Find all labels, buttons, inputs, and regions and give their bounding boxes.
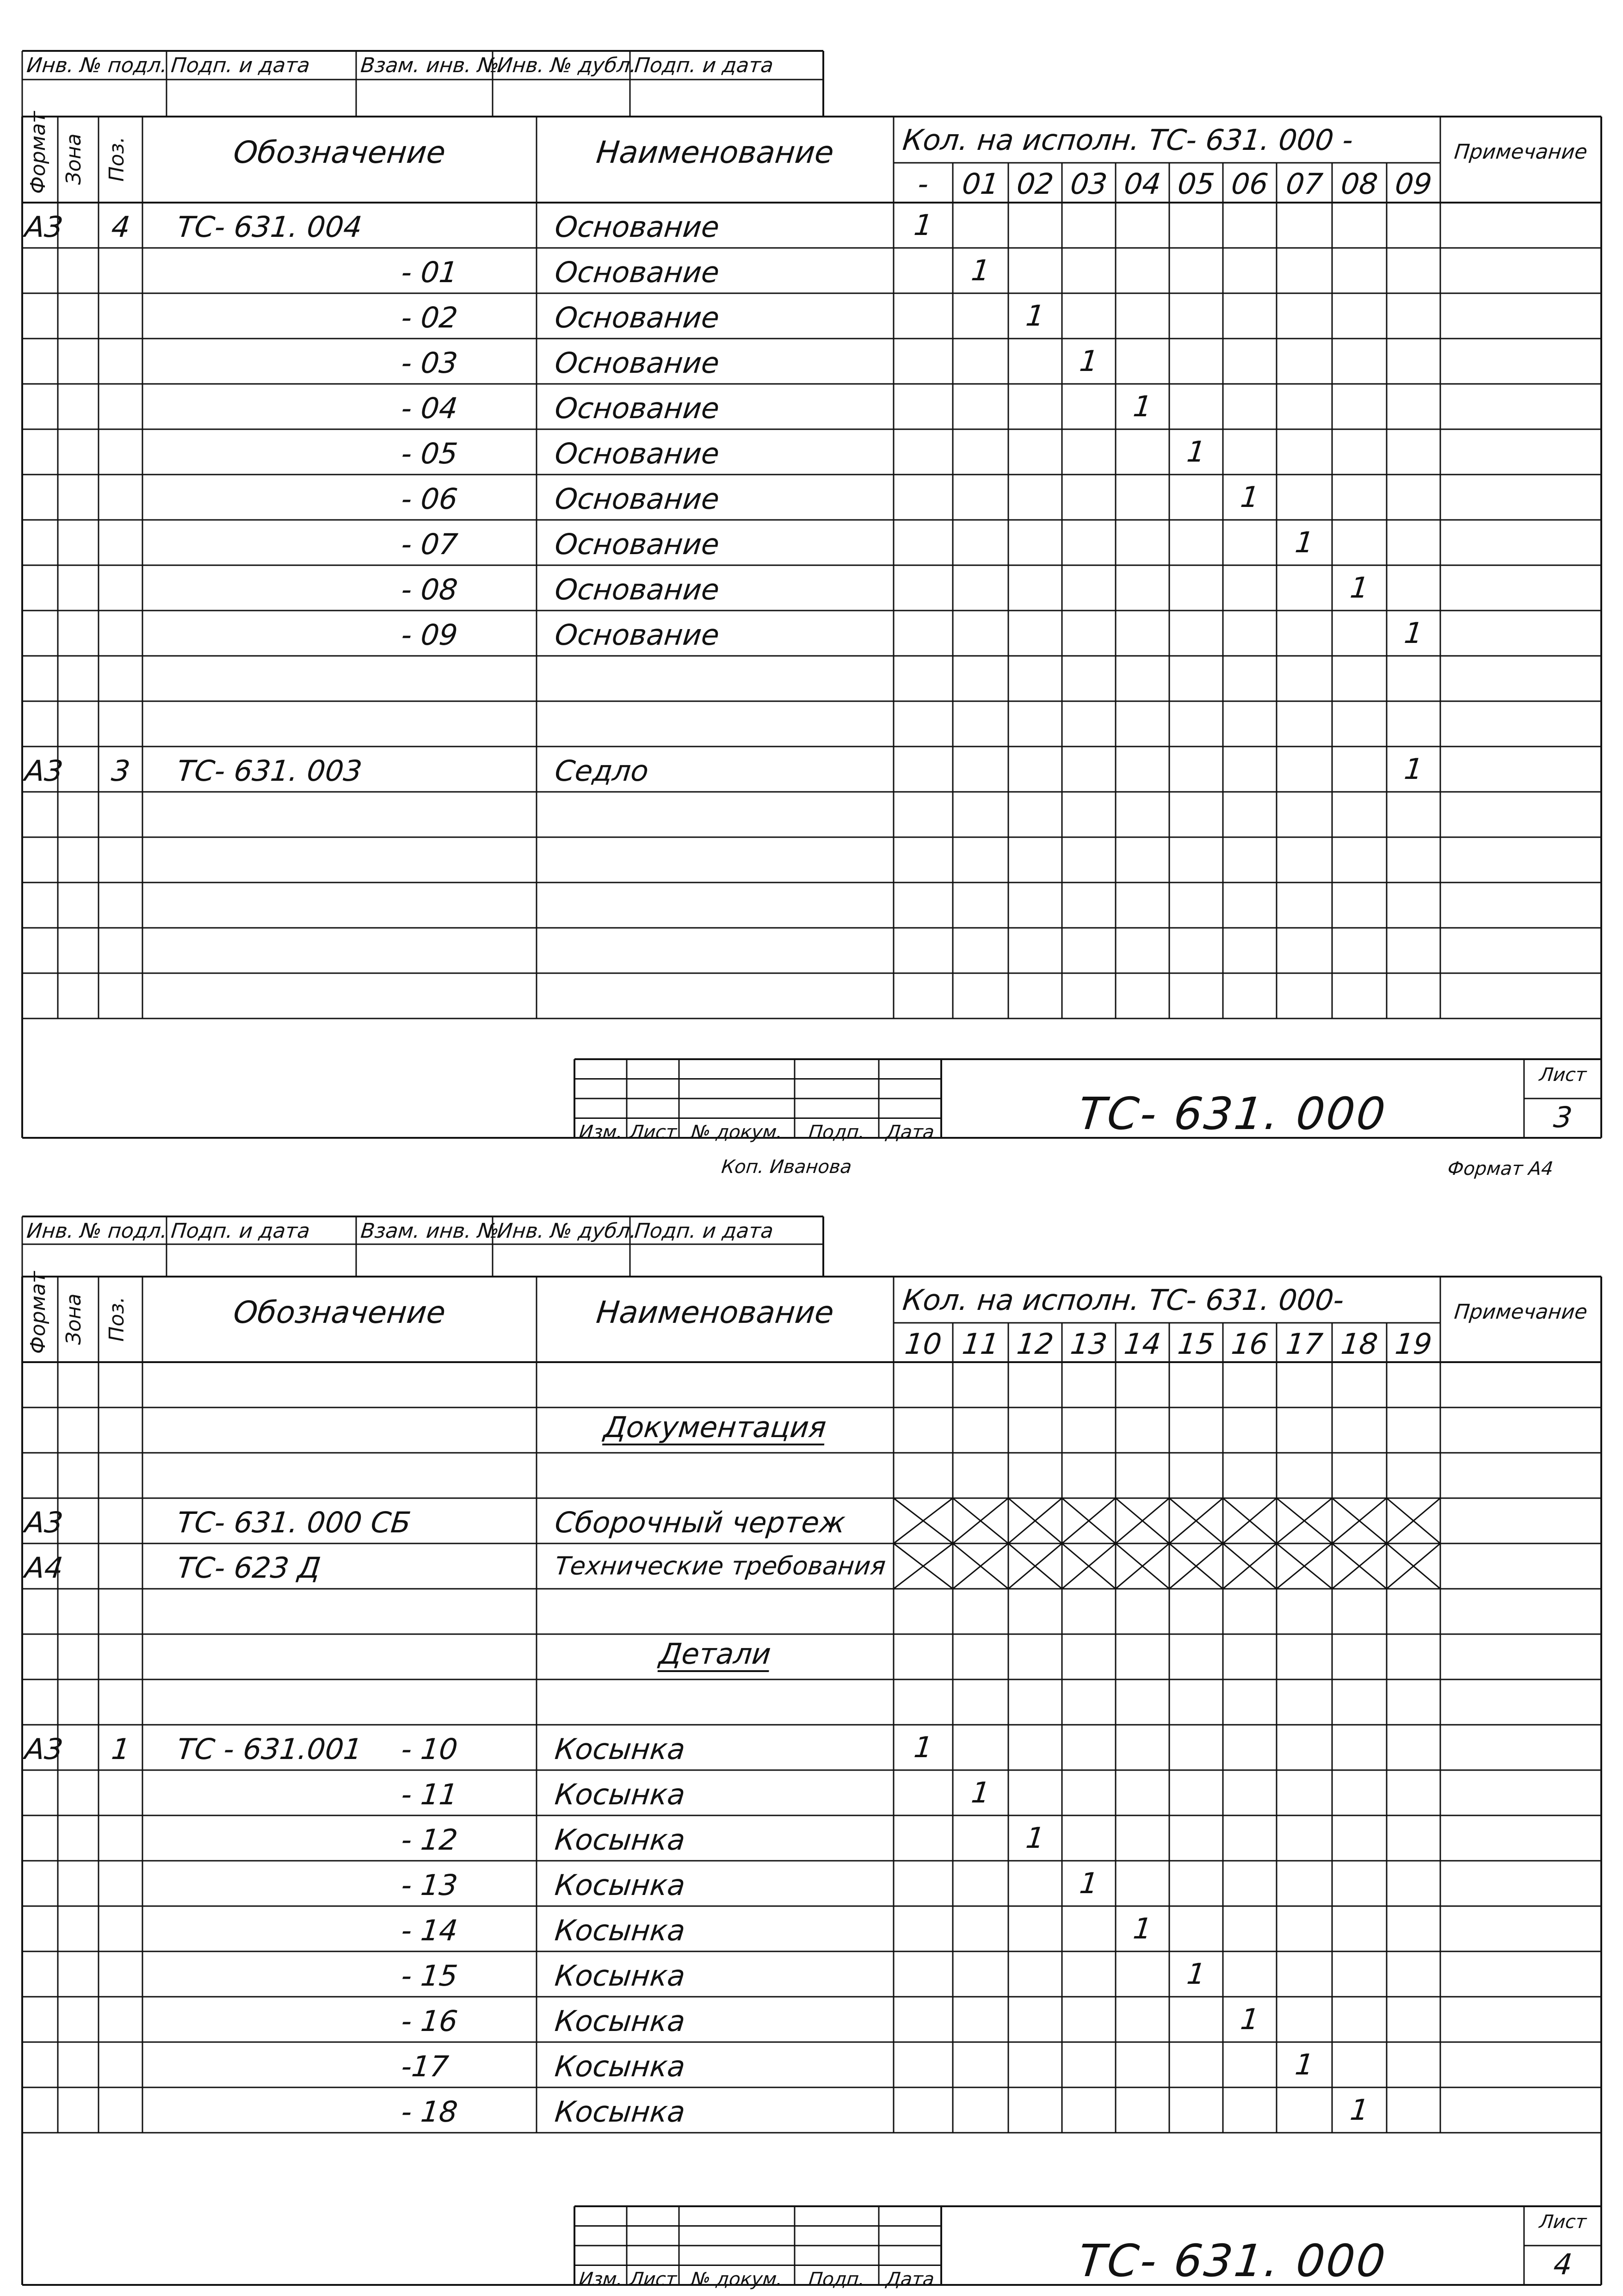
row-name: Косынка [553,1959,687,1993]
cross-cell [1332,1543,1387,1589]
section-heading: Документация [602,1410,828,1444]
row-format: А3 [23,1506,65,1539]
cross-cell [1116,1543,1169,1589]
row-format: А3 [23,1732,65,1766]
row-variant-suffix: - 18 [400,2095,459,2129]
row-variant-suffix: - 09 [400,618,459,652]
row-position: 4 [109,210,132,244]
row-name: Основание [553,527,721,561]
header-name: Наименование [594,1295,836,1330]
header-zone: Зона [62,133,86,185]
row-name: Косынка [553,2049,687,2083]
header-pos: Поз. [105,136,129,182]
header-format: Формат [26,111,50,194]
cross-cell [1223,1543,1277,1589]
row-quantity: 1 [1131,389,1154,423]
row-position: 1 [109,1732,132,1766]
row-name: Основание [553,301,721,334]
header-qty-col: 16 [1229,1327,1270,1361]
row-designation: ТС- 631. 000 СБ [175,1506,413,1539]
strip-label: Подп. и дата [633,54,775,77]
header-qty-col: 10 [903,1327,944,1361]
row-quantity: 1 [1293,2048,1315,2081]
stamp-label: Дата [885,1121,935,1143]
row-name: Сборочный чертеж [553,1506,847,1539]
row-name: Основание [553,618,721,652]
header-qty-title: Кол. на исполн. ТС- 631. 000 - [901,123,1355,157]
header-qty-col: 19 [1393,1327,1434,1361]
row-name: Косынка [553,1778,687,1811]
row-variant-suffix: - 11 [400,1778,459,1811]
row-quantity: 1 [912,1730,934,1764]
row-designation: ТС- 631. 004 [175,210,364,244]
cross-cell [894,1543,953,1589]
row-variant-suffix: -17 [400,2049,450,2083]
header-qty-col: 08 [1339,167,1380,201]
stamp-label: № докум. [690,1121,784,1143]
strip-label: Инв. № подл. [25,54,169,77]
row-variant-suffix: - 05 [400,437,459,470]
header-designation: Обозначение [232,1295,448,1330]
cross-cell [1387,1543,1440,1589]
cross-cell [953,1498,1008,1543]
row-name: Основание [553,210,721,244]
header-qty-col: 05 [1176,167,1216,201]
header-qty-col: 15 [1176,1327,1216,1361]
stamp-label: Подп. [808,1121,866,1143]
row-name: Косынка [553,1732,687,1766]
stamp-label: Подп. [808,2268,866,2290]
cross-cell [1008,1543,1062,1589]
row-variant-suffix: - 01 [400,255,459,289]
row-quantity: 1 [1293,525,1315,559]
row-name: Основание [553,573,721,606]
row-name: Седло [553,754,650,788]
header-qty-col: 18 [1339,1327,1380,1361]
row-variant-suffix: - 16 [400,2004,459,2038]
stamp-label: Лист [628,2268,678,2290]
row-name: Основание [553,346,721,380]
row-name: Основание [553,255,721,289]
row-designation: ТС- 631. 003 [175,754,364,788]
row-variant-suffix: - 02 [400,301,459,334]
row-designation: ТС - 631.001 [175,1732,364,1766]
format-note: Формат А4 [1446,1158,1555,1179]
cross-cell [1062,1543,1116,1589]
header-qty-col: 06 [1229,167,1270,201]
cross-cell [1169,1543,1223,1589]
header-qty-col: 11 [960,1327,1001,1361]
row-variant-suffix: - 06 [400,482,459,516]
row-quantity: 1 [1239,480,1261,514]
row-variant-suffix: - 04 [400,391,459,425]
strip-label: Подп. и дата [170,54,311,77]
strip-label: Инв. № дубл. [496,1219,638,1243]
header-qty-col: 09 [1393,167,1434,201]
cross-cell [1332,1498,1387,1543]
row-name: Основание [553,437,721,470]
header-qty-col: 02 [1015,167,1055,201]
header-qty-col: 07 [1284,167,1325,201]
row-name: Косынка [553,1823,687,1857]
cross-cell [1169,1498,1223,1543]
row-quantity: 1 [1024,1821,1046,1855]
row-quantity: 1 [1348,2093,1370,2127]
row-variant-suffix: - 08 [400,573,459,606]
strip-label: Взам. инв. № [359,54,500,77]
row-quantity: 1 [1239,2002,1261,2036]
stamp-label: Лист [628,1121,678,1143]
row-format: А4 [23,1551,65,1585]
header-qty-col: 13 [1068,1327,1109,1361]
stamp-label: Изм. [578,1121,623,1143]
row-name: Косынка [553,1868,687,1902]
row-name: Технические требования [553,1551,887,1580]
header-note: Примечание [1453,140,1589,164]
row-quantity: 1 [969,1776,992,1809]
header-qty-title: Кол. на исполн. ТС- 631. 000- [901,1283,1346,1317]
header-qty-col: 04 [1122,167,1163,201]
section-heading: Детали [657,1637,773,1671]
stamp-label: Дата [885,2268,935,2290]
row-quantity: 1 [1402,752,1425,786]
sheet-label: Лист [1538,2211,1587,2233]
row-quantity: 1 [1348,571,1370,605]
header-qty-col: 14 [1122,1327,1163,1361]
row-variant-suffix: - 10 [400,1732,459,1766]
row-quantity: 1 [1185,435,1207,469]
row-name: Косынка [553,2095,687,2129]
row-variant-suffix: - 13 [400,1868,459,1902]
row-quantity: 1 [1078,1866,1100,1900]
cross-cell [1277,1498,1332,1543]
row-format: А3 [23,210,65,244]
sheet-label: Лист [1538,1064,1587,1086]
row-quantity: 1 [1131,1912,1154,1945]
header-qty-col: 17 [1284,1327,1325,1361]
header-qty-col: - [916,167,931,201]
header-qty-col: 03 [1068,167,1109,201]
row-quantity: 1 [1402,616,1425,650]
header-designation: Обозначение [232,135,448,170]
sheet-number: 4 [1551,2247,1574,2281]
header-qty-col: 01 [960,167,1001,201]
row-quantity: 1 [1185,1957,1207,1991]
cross-cell [953,1543,1008,1589]
strip-label: Подп. и дата [633,1219,775,1243]
header-pos: Поз. [105,1296,129,1342]
row-variant-suffix: - 12 [400,1823,459,1857]
row-variant-suffix: - 14 [400,1913,459,1947]
header-name: Наименование [594,135,836,170]
cross-cell [1116,1498,1169,1543]
header-zone: Зона [62,1293,86,1345]
row-position: 3 [109,754,132,788]
row-quantity: 1 [1024,299,1046,333]
row-designation: ТС- 623 Д [175,1551,322,1585]
cross-cell [1277,1543,1332,1589]
row-variant-suffix: - 07 [400,527,459,561]
row-quantity: 1 [1078,344,1100,378]
cross-cell [894,1498,953,1543]
strip-label: Подп. и дата [170,1219,311,1243]
strip-label: Взам. инв. № [359,1219,500,1243]
row-name: Косынка [553,1913,687,1947]
cross-cell [1062,1498,1116,1543]
row-quantity: 1 [912,208,934,242]
header-note: Примечание [1453,1300,1589,1324]
spec-sheet-4 [0,1184,1623,2296]
strip-label: Инв. № дубл. [496,54,638,77]
header-format: Формат [26,1271,50,1354]
stamp-label: № докум. [690,2268,784,2290]
header-qty-col: 12 [1015,1327,1055,1361]
cross-cell [1223,1498,1277,1543]
cross-cell [1008,1498,1062,1543]
row-name: Основание [553,391,721,425]
document-designation: ТС- 631. 000 [1075,2235,1390,2287]
row-quantity: 1 [969,253,992,287]
stamp-label: Изм. [578,2268,623,2290]
row-format: А3 [23,754,65,788]
row-variant-suffix: - 15 [400,1959,459,1993]
row-variant-suffix: - 03 [400,346,459,380]
sheet-number: 3 [1551,1100,1574,1134]
row-name: Основание [553,482,721,516]
document-designation: ТС- 631. 000 [1075,1088,1390,1140]
row-name: Косынка [553,2004,687,2038]
strip-label: Инв. № подл. [25,1219,169,1243]
copied-by: Коп. Иванова [720,1156,853,1178]
cross-cell [1387,1498,1440,1543]
